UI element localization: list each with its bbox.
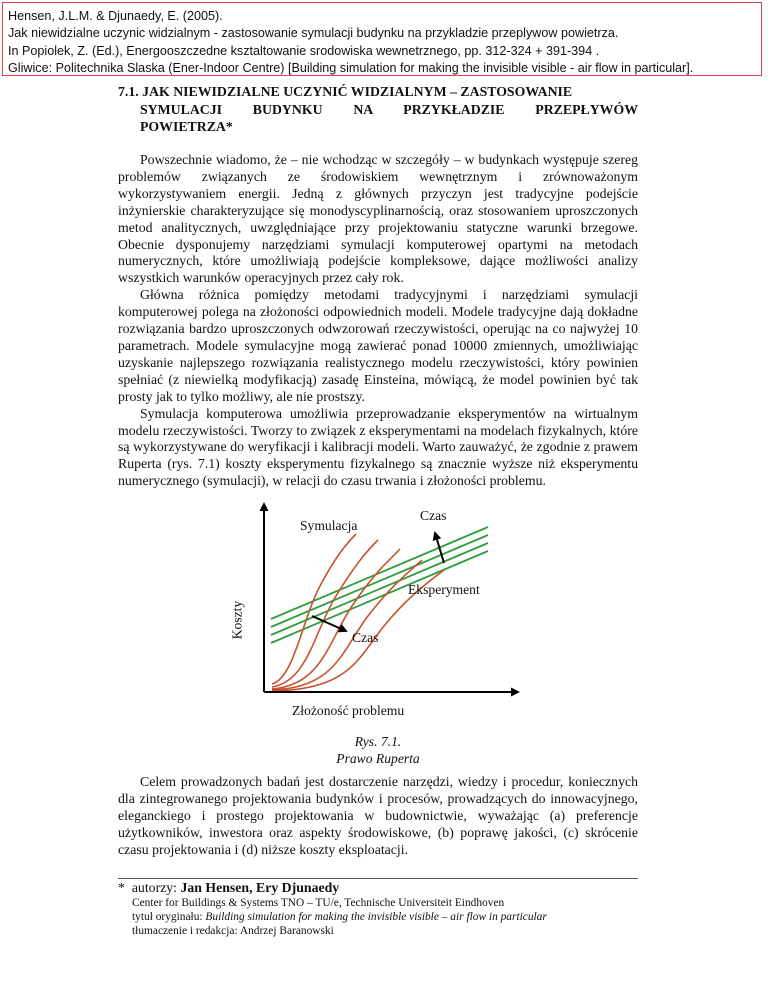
label-experiment: Eksperyment [408,582,480,597]
citation-line: In Popiolek, Z. (Ed.), Energooszczedne ksztaltowanie srodowiska wewnetrznego, pp. 312-324 + 391-394 . [8,43,600,58]
paragraph: Powszechnie wiadomo, że – nie wchodząc w szczegóły – w budynkach występuje szereg problemów związanych ze środowiskiem wewnętrznym i zrównoważonym wykorzystywaniem energii. Jedną z głównych przyczyn jest tradycyjne podejście inżynierskie charakteryzujące się monodyscyplinarnością, oraz stosowaniem uproszczonych metod analitycznych, uwzględniające przy projektowaniu statyczne warunki brzegowe. Obecnie dysponujemy narzędziami symulacji komputerowej opartymi na metodach numerycznych, które umożliwiają podejście kompleksowe, dające możliwości analizy wszystkich warunków operacyjnych przez cały rok. [118,152,638,286]
footnote-marker: * [118,880,125,895]
paragraph: Główna różnica pomiędzy metodami tradycyjnymi i narzędziami symulacji komputerowej polega na złożoności odpowiednich modeli. Modele tradycyjne dają dokładne rozwiązania bardzo uproszczonych odwzorowań rzeczywistości, operując na co najwyżej 10 parametrach. Modele symulacyjne mogą zawierać ponad 10000 zmiennych, umożliwiając uzyskanie najlepszego rozwiązania realistycznego modelu rzeczywistości, który powinien spełniać (z niewielką modyfikacją) zasadę Einsteina, mówiącą, że model powinien być tak prosty jak to tylko możliwy, ale nie prostszy. [118,287,638,404]
original-title: Building simulation for making the invisible visible – air flow in particular [205,911,547,924]
footnote-authors [118,880,638,896]
citation-box [2,2,762,76]
experiment-line-2 [271,535,488,627]
experiment-line-1 [271,527,488,619]
footnote-prefix: autorzy: [131,880,178,895]
footnote-original [118,910,638,924]
body-text [118,152,638,490]
footnote [118,880,638,939]
footnote-rule [118,878,638,879]
footnote-original-prefix: tytuł oryginału: [132,911,203,924]
footnote-translation: tłumaczenie i redakcja: Andrzej Baranowski [132,925,334,938]
footnote-affiliation: Center for Buildings & Systems TNO – TU/e, Technische Universiteit Eindhoven [132,897,505,909]
rupert-law-figure [229,500,522,730]
title-line-2: SYMULACJI BUDYNKU NA PRZYKŁADZIE PRZEPŁYWÓW [140,101,638,117]
title-line-3: POWIETRZA* [140,119,233,134]
citation-line: Gliwice: Politechnika Slaska (Ener-Indoor Centre) [Building simulation for making the invisible visible - air flow in particular]. [8,61,694,76]
label-simulation: Symulacja [300,518,358,533]
label-time-top: Czas [420,508,447,523]
caption-title: Prawo Ruperta [336,751,420,766]
axis-label-x: Złożoność problemu [292,703,405,718]
author-names: Jan Hensen, Ery Djunaedy [180,880,340,895]
simulation-curve-2 [272,540,378,687]
citation-line: Hensen, J.L.M. & Djunaedy, E. (2005). [8,9,223,23]
paragraph: Celem prowadzonych badań jest dostarczenie narzędzi, wiedzy i procedur, koniecznych dla zintegrowanego projektowania budynków i procesów, prowadzących do innowacyjnego, eleganckiego i prostego projektowania w budownictwie, wyważając (a) preferencje użytkowników, inwestora oraz aspekty środowiskowe, (b) poprawę jakości, (c) skrócenie czasu projektowania i (d) niższe koszty eksploatacji. [118,774,638,857]
title-line-1: 7.1. JAK NIEWIDZIALNE UCZYNIĆ WIDZIALNYM – ZASTOSOWANIE [118,84,573,99]
rupert-law-diagram [232,500,522,730]
figure-caption [118,733,638,767]
paragraph: Symulacja komputerowa umożliwia przeprowadzanie eksperymentów na wirtualnym modelu rzeczywistości. Tworzy to związek z eksperymentami na modelach fizykalnych, które są wykorzystywane do weryfikacji i kalibracji modeli. Warto zauważyć, że zgodnie z prawem Ruperta (rys. 7.1) koszty eksperymentu fizykalnego są znacznie wyższe niż eksperymentu numerycznego (symulacji), w relacji do czasu trwania i złożoności problemu. [118,405,638,489]
section-title [118,83,638,136]
axis-label-y: Koszty [229,600,245,640]
citation-line: Jak niewidzialne uczynic widzialnym - zastosowanie symulacji budynku na przykladzie przeplywow powietrza. [8,26,619,41]
label-time-bottom: Czas [352,630,379,645]
caption-number: Rys. 7.1. [354,734,402,749]
body-text-2 [118,774,638,859]
